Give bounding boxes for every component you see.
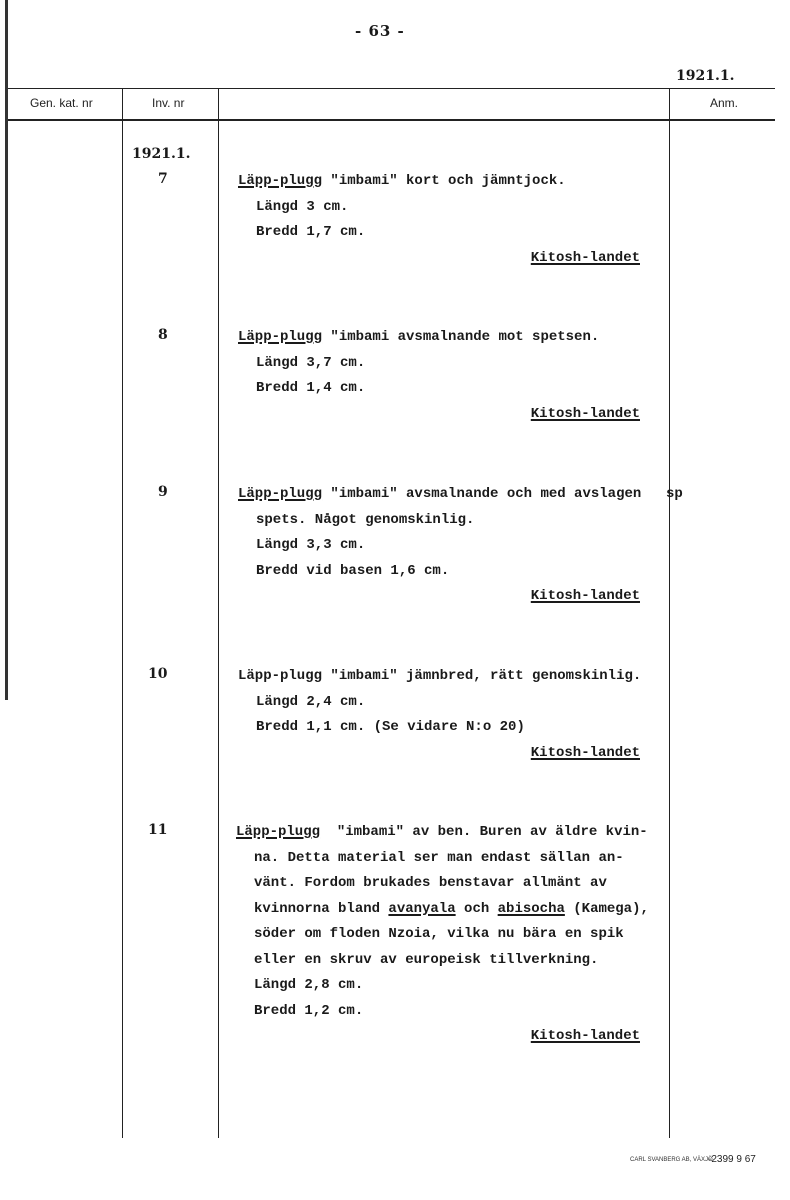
entry-line: kvinnorna bland (254, 900, 389, 917)
entry-line: na. Detta material ser man endast sällan an- (254, 849, 624, 866)
form-code: -2399 9 67 (708, 1154, 756, 1165)
entry-line: "imbami avsmalnande mot spetsen. (322, 329, 600, 345)
entry-length: Längd 3,3 cm. (256, 537, 366, 553)
year-header: 1921.1. (676, 68, 735, 84)
entry-width: Bredd 1,7 cm. (256, 224, 366, 240)
entry-width: Bredd 1,2 cm. (254, 1002, 364, 1019)
entry-length: Längd 2,8 cm. (254, 977, 364, 993)
inv-number: 11 (148, 822, 168, 838)
entry-location: Kitosh-landet (530, 588, 640, 604)
entry-line: eller en skruv av europeisk tillverkning. (254, 951, 599, 968)
entry-title: Läpp-plugg (238, 329, 323, 345)
inv-number: 10 (148, 666, 168, 682)
printer-imprint: CARL SVANBERG AB, VÄXJÖ (630, 1157, 713, 1163)
page-number: - 63 - (355, 22, 405, 40)
inv-number: 8 (158, 327, 168, 343)
entry-length: Längd 3 cm. (256, 198, 349, 215)
entry-location: Kitosh-landet (530, 1028, 640, 1044)
entry-length: Längd 2,4 cm. (256, 693, 366, 710)
catalog-entry (236, 820, 656, 1049)
entry-location: Kitosh-landet (530, 249, 640, 266)
entry-line: (Kamega), (564, 900, 649, 917)
column-divider-1 (122, 88, 123, 1138)
entry-line: "imbami" jämnbred, rätt genomskinlig. (322, 668, 642, 684)
inv-number: 7 (158, 171, 168, 187)
anm-note: sp (666, 486, 683, 502)
entry-title: Läpp-plugg (236, 824, 321, 840)
entry-line: "imbami" kort och jämntjock. (322, 173, 566, 189)
entry-line: "imbami" avsmalnande och med avslagen (322, 486, 642, 502)
tribe-name: abisocha (497, 900, 565, 917)
inv-year: 1921.1. (132, 146, 191, 162)
column-header-anm: Anm. (710, 96, 739, 110)
catalog-entry (238, 664, 658, 766)
entry-width: Bredd 1,4 cm. (256, 380, 366, 396)
entry-title: Läpp-plugg (238, 668, 323, 684)
header-bottom-rule (8, 119, 775, 121)
entry-location: Kitosh-landet (530, 405, 640, 422)
catalog-entry (238, 482, 658, 609)
header-top-rule (8, 88, 775, 89)
entry-line: spets. Något genomskinlig. (256, 511, 475, 528)
column-header-inv-nr: Inv. nr (152, 96, 185, 110)
entry-length: Längd 3,7 cm. (256, 354, 366, 371)
left-margin-border (5, 0, 8, 700)
entry-location: Kitosh-landet (530, 744, 640, 761)
entry-title: Läpp-plugg (238, 173, 323, 189)
entry-line: söder om floden Nzoia, vilka nu bära en spik (254, 926, 624, 942)
catalog-entry (238, 325, 658, 427)
entry-line: "imbami" av ben. Buren av äldre kvin- (320, 824, 648, 840)
entry-width: Bredd 1,1 cm. (Se vidare N:o 20) (256, 719, 525, 735)
entry-line: vänt. Fordom brukades benstavar allmänt av (254, 875, 607, 891)
entry-width: Bredd vid basen 1,6 cm. (256, 562, 450, 579)
column-divider-2 (218, 88, 219, 1138)
column-divider-3 (669, 88, 670, 1138)
inv-number: 9 (158, 484, 168, 500)
tribe-name: avanyala (388, 900, 456, 917)
entry-title: Läpp-plugg (238, 486, 323, 502)
entry-line: och (455, 900, 498, 917)
catalog-entry (238, 169, 658, 271)
column-header-gen-kat-nr: Gen. kat. nr (30, 96, 93, 110)
